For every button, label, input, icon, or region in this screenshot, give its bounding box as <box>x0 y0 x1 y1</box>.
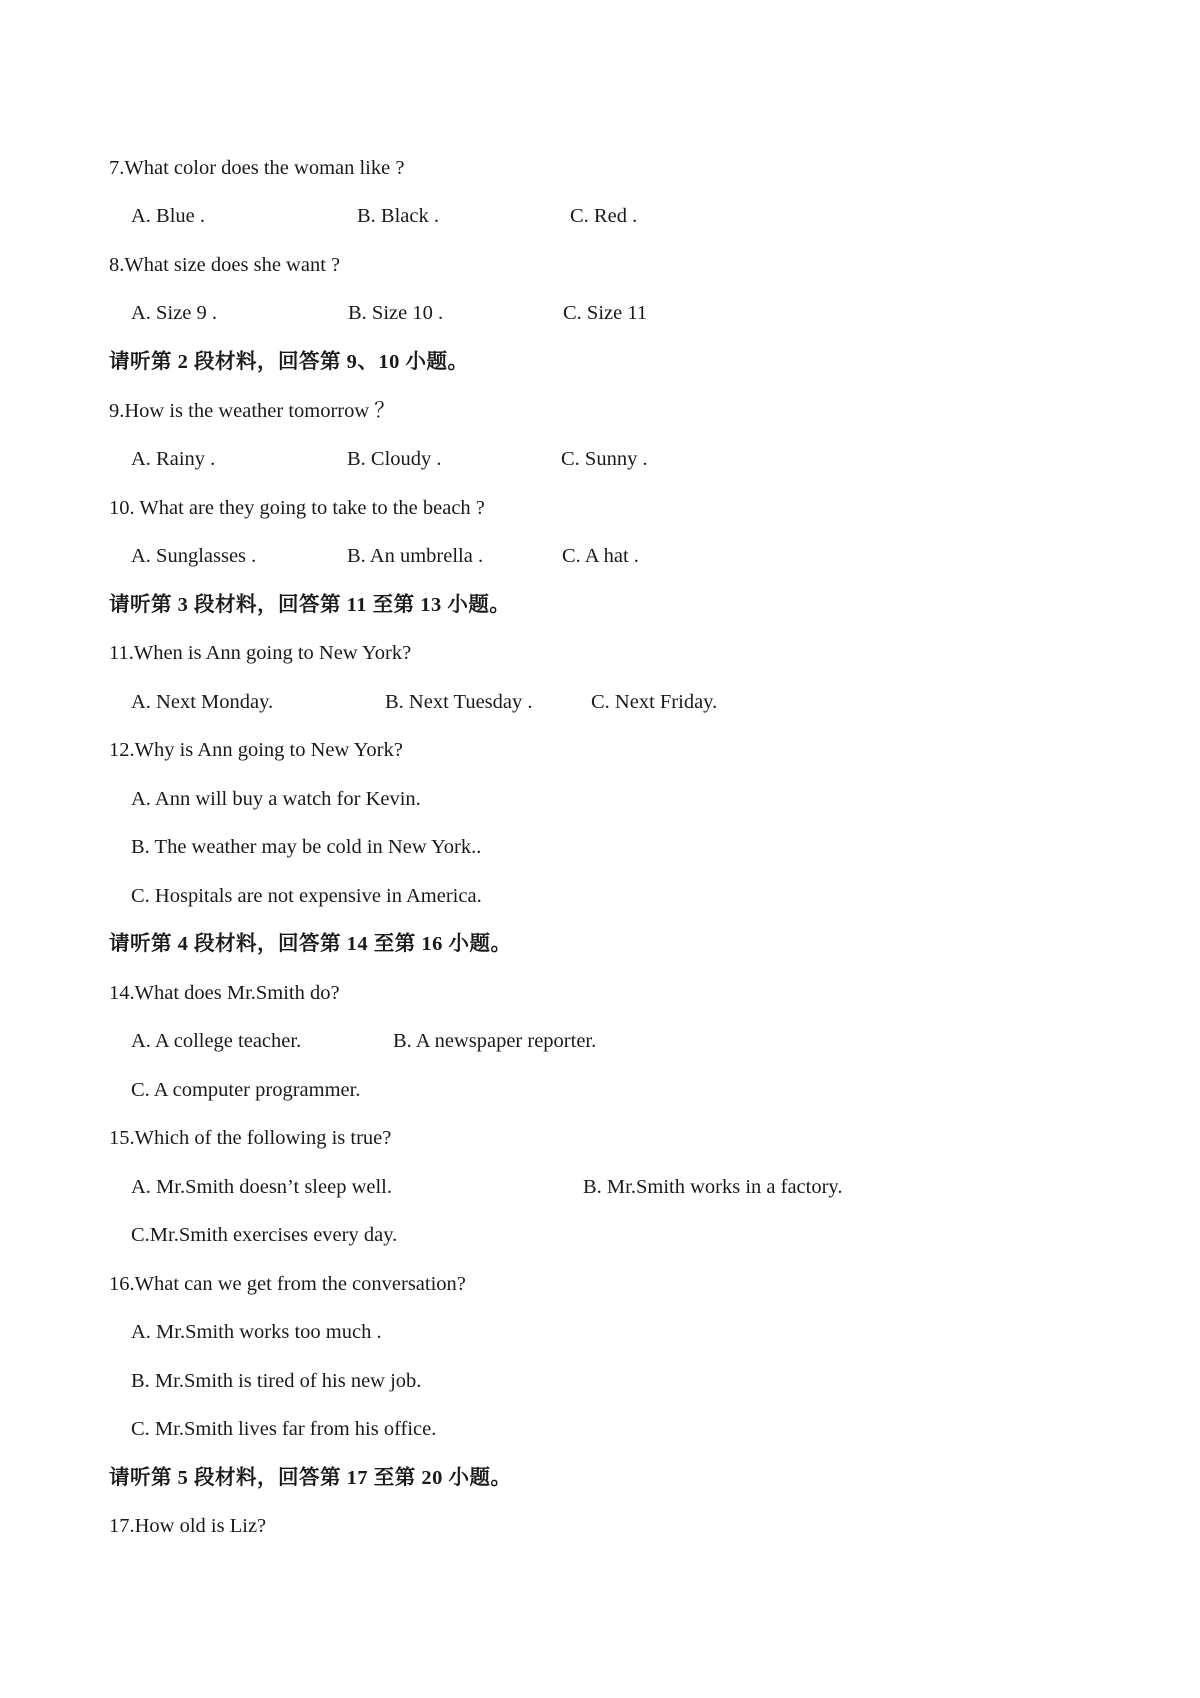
question-16-option-a: A. Mr.Smith works too much . <box>131 1321 382 1343</box>
question-7-option-a: A. Blue . <box>131 205 206 227</box>
question-17-stem: 17.How old is Liz? <box>109 1515 267 1537</box>
section-2-instruction: 请听第 2 段材料，回答第 9、10 小题。 <box>109 351 469 373</box>
question-14-option-a: A. A college teacher. <box>131 1030 302 1052</box>
section-4-instruction: 请听第 4 段材料，回答第 14 至第 16 小题。 <box>109 933 512 955</box>
question-10-stem: 10. What are they going to take to the beach ? <box>109 497 485 519</box>
question-12-stem: 12.Why is Ann going to New York? <box>109 739 403 761</box>
question-10-option-a: A. Sunglasses . <box>131 545 257 567</box>
question-11-stem: 11.When is Ann going to New York? <box>109 642 412 664</box>
question-14-option-c: C. A computer programmer. <box>131 1079 361 1101</box>
question-11-option-a: A. Next Monday. <box>131 691 274 713</box>
question-15-option-c: C.Mr.Smith exercises every day. <box>131 1224 398 1246</box>
question-9-option-c: C. Sunny . <box>561 448 648 470</box>
question-8-option-b: B. Size 10 . <box>348 302 444 324</box>
question-11-option-c: C. Next Friday. <box>591 691 718 713</box>
question-7-option-c: C. Red . <box>570 205 638 227</box>
question-16-stem: 16.What can we get from the conversation? <box>109 1273 466 1295</box>
question-7-stem: 7.What color does the woman like ? <box>109 157 405 179</box>
question-14-stem: 14.What does Mr.Smith do? <box>109 982 340 1004</box>
question-15-option-b: B. Mr.Smith works in a factory. <box>583 1176 843 1198</box>
question-12-option-a: A. Ann will buy a watch for Kevin. <box>131 788 421 810</box>
question-16-option-c: C. Mr.Smith lives far from his office. <box>131 1418 437 1440</box>
question-12-option-c: C. Hospitals are not expensive in America. <box>131 885 482 907</box>
question-10-option-c: C. A hat . <box>562 545 639 567</box>
question-15-option-a: A. Mr.Smith doesn’t sleep well. <box>131 1176 392 1198</box>
question-15-stem: 15.Which of the following is true? <box>109 1127 392 1149</box>
section-3-instruction: 请听第 3 段材料，回答第 11 至第 13 小题。 <box>109 594 511 616</box>
question-8-stem: 8.What size does she want ? <box>109 254 341 276</box>
section-5-instruction: 请听第 5 段材料，回答第 17 至第 20 小题。 <box>109 1467 512 1489</box>
question-7-option-b: B. Black . <box>357 205 439 227</box>
question-11-option-b: B. Next Tuesday . <box>385 691 533 713</box>
question-14-option-b: B. A newspaper reporter. <box>393 1030 597 1052</box>
question-12-option-b: B. The weather may be cold in New York.. <box>131 836 482 858</box>
question-9-option-a: A. Rainy . <box>131 448 216 470</box>
question-8-option-a: A. Size 9 . <box>131 302 217 324</box>
question-10-option-b: B. An umbrella . <box>347 545 484 567</box>
question-16-option-b: B. Mr.Smith is tired of his new job. <box>131 1370 422 1392</box>
question-9-option-b: B. Cloudy . <box>347 448 442 470</box>
question-9-stem: 9.How is the weather tomorrow ？ <box>109 400 395 422</box>
question-8-option-c: C. Size 11 <box>563 302 648 324</box>
